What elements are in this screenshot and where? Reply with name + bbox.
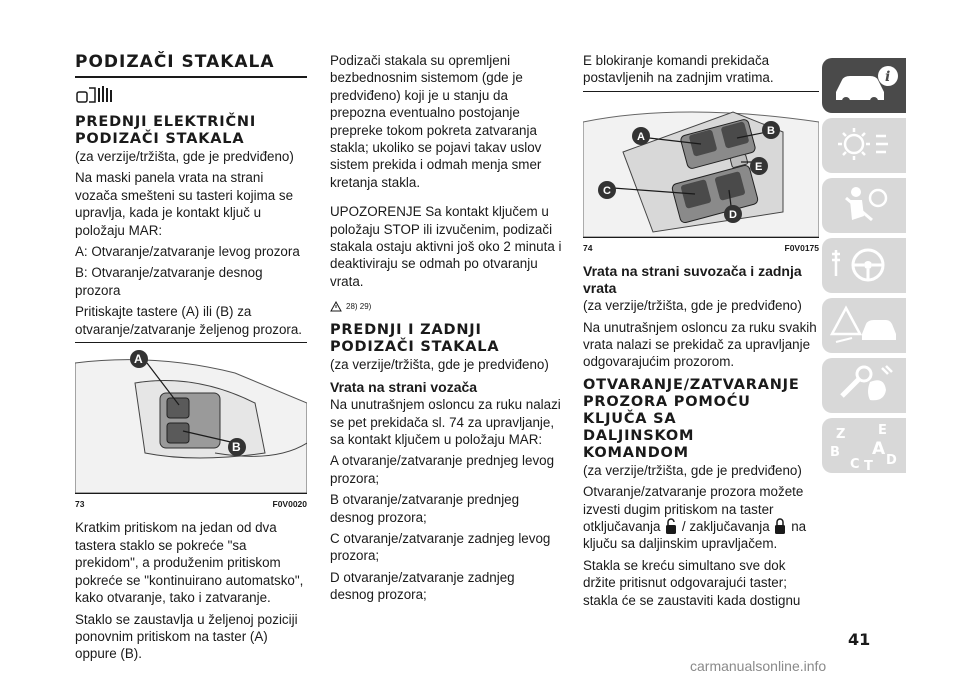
watermark: carmanualsonline.info [690,658,827,674]
text-segment: Otvaranje/zatvaranje prozora možete izvesti dugim pritiskom na taster otključavanja [583,484,804,535]
column-middle [330,52,562,608]
figure-code: F0V0175 [784,242,819,253]
tab-maintenance[interactable] [822,358,906,413]
steering-wheel-icon [822,238,906,293]
figure-caption [583,238,819,263]
section-heading-front-rear [330,322,562,356]
figure-number: 73 [75,499,85,510]
paragraph: Pritiskajte tastere (A) ili (B) za otvaranje/zatvaranje željenog prozora. [75,304,303,337]
index-letter: Z [836,427,846,442]
paragraph: (za verzije/tržišta, gde je predviđeno) [75,149,294,164]
paragraph: D otvaranje/zatvaranje zadnjeg desnog prozora; [330,569,515,603]
text-segment: na ključu sa daljinskim upravljačem. [583,519,807,552]
figure-label-e: E [755,160,763,173]
maintenance-icon [822,358,906,413]
airbag-icon [822,178,906,233]
breakdown-icon [822,298,906,353]
heading-line: KOMANDOM [583,444,689,461]
paragraph: Na maski panela vrata na strani vozača smešteni su tasteri kojima se upravlja, kada je kontakt ključ u položaju MAR: [75,170,294,238]
subheading-driver-door: Vrata na strani vozača [330,379,478,396]
page-title: PODIZAČI STAKALA [75,52,275,72]
warning-refs: 28) 29) [346,302,372,312]
lock-icon [773,518,787,535]
tab-breakdown[interactable] [822,298,906,353]
paragraph-remote [583,483,819,553]
index-letter: A [872,439,886,459]
index-icon [822,418,906,473]
figure-label-d: D [729,208,737,221]
figure-73 [75,343,307,493]
figure-label-b: B [232,440,241,455]
paragraph: Podizači stakala su opremljeni bezbednosnim sistemom (gde je predviđeno) koji je u stanju da prepozna eventualno postojanje prepreke tokom pokreta zatvaranja stakla; ukoliko se pojavi takav uslov sistem prekida i odmah menja smer kretanja stakla. [330,53,542,190]
index-letter: C [850,457,860,472]
text-segment: / zaključavanja [681,519,770,535]
heading-line: OTVARANJE/ZATVARANJE [583,376,800,393]
svg-text:i: i [885,69,891,85]
car-info-icon [822,58,906,113]
section-heading-front-electric [75,114,307,148]
warning-triangle-icon [330,301,342,312]
column-right [583,52,819,613]
index-letter: E [878,423,887,438]
armrest-switches-illustration [583,92,819,237]
tab-car-info[interactable] [822,58,906,113]
warning-paragraph: UPOZORENJE Sa kontakt ključem u položaju STOP ili izvučenim, podizači stakala ostaju aktivni još oko 2 minuta i deaktiviraju se odmah po otvaranju vrata. [330,204,562,289]
door-switch-illustration [75,343,307,493]
heading-line: PREDNJI ELEKTRIČNI [75,114,257,130]
figure-label-b: B [767,124,775,137]
unlock-icon [664,518,678,535]
paragraph: Na unutrašnjem osloncu za ruku nalazi se pet prekidača sl. 74 za upravljanje, sa kontakt ključem u položaju MAR: [330,397,561,447]
paragraph: A: Otvaranje/zatvaranje levog prozora [75,244,300,260]
figure-caption [75,494,307,519]
warning-reference [330,298,562,315]
index-letter: T [864,459,873,473]
index-letter: B [830,445,840,460]
heading-line: KLJUČA SA [583,410,677,427]
window-switch-symbol-icon [75,84,115,106]
paragraph: Na unutrašnjem osloncu za ruku svakih vrata nalazi se prekidač za upravljanje odgovarajućim prozorom. [583,319,817,370]
tab-index[interactable] [822,418,906,473]
column-left [75,52,307,667]
heading-line: PODIZAČI STAKALA [75,131,245,147]
paragraph: (za verzije/tržišta, gde je predviđeno) [330,356,549,372]
paragraph: Kratkim pritiskom na jedan od dva tastera staklo se pokreće "sa prekidom", a produženim pritiskom pokreće se "kontinuirano automatsko", kako otvaranje, tako i zatvaranje. [75,520,304,606]
paragraph: C otvaranje/zatvaranje zadnjeg levog prozora; [330,530,551,564]
chapter-tabs [822,58,906,478]
figure-label-a: A [637,130,645,143]
page-number: 41 [848,630,871,649]
tab-warning-lights[interactable] [822,118,906,173]
paragraph: E blokiranje komandi prekidača postavljenih na zadnjim vratima. [583,53,774,86]
paragraph: (za verzije/tržišta, gde je predviđeno) [583,298,802,314]
section-heading-remote-key [583,377,819,462]
heading-line: DALJINSKOM [583,427,695,444]
title-rule [75,76,307,78]
paragraph: Stakla se kreću simultano sve dok držite pritisnut odgovarajući taster; stakla će se zaustaviti kada dostignu [583,557,801,608]
heading-line: PREDNJI I ZADNJI [330,321,482,338]
figure-code: F0V0020 [272,499,307,510]
warning-lights-icon [822,118,906,173]
paragraph: A otvaranje/zatvaranje prednjeg levog prozora; [330,453,555,486]
figure-label-c: C [603,184,611,197]
heading-line: PROZORA POMOĆU [583,393,751,410]
subheading-passenger-rear-doors: Vrata na strani suvozača i zadnja vrata [583,263,802,297]
symbol-icons [75,84,307,108]
figure-number: 74 [583,242,593,253]
paragraph: (za verzije/tržišta, gde je predviđeno) [583,462,802,478]
tab-steering[interactable] [822,238,906,293]
heading-line: PODIZAČI STAKALA [330,338,500,355]
paragraph: B: Otvaranje/zatvaranje desnog prozora [75,265,263,298]
paragraph: Staklo se zaustavlja u željenoj poziciji ponovnim pritiskom na taster (A) oppure (B). [75,611,298,662]
figure-74 [583,92,819,237]
figure-label-a: A [134,352,143,367]
index-letter: D [886,453,897,468]
tab-airbag[interactable] [822,178,906,233]
paragraph: B otvaranje/zatvaranje prednjeg desnog prozora; [330,492,520,525]
